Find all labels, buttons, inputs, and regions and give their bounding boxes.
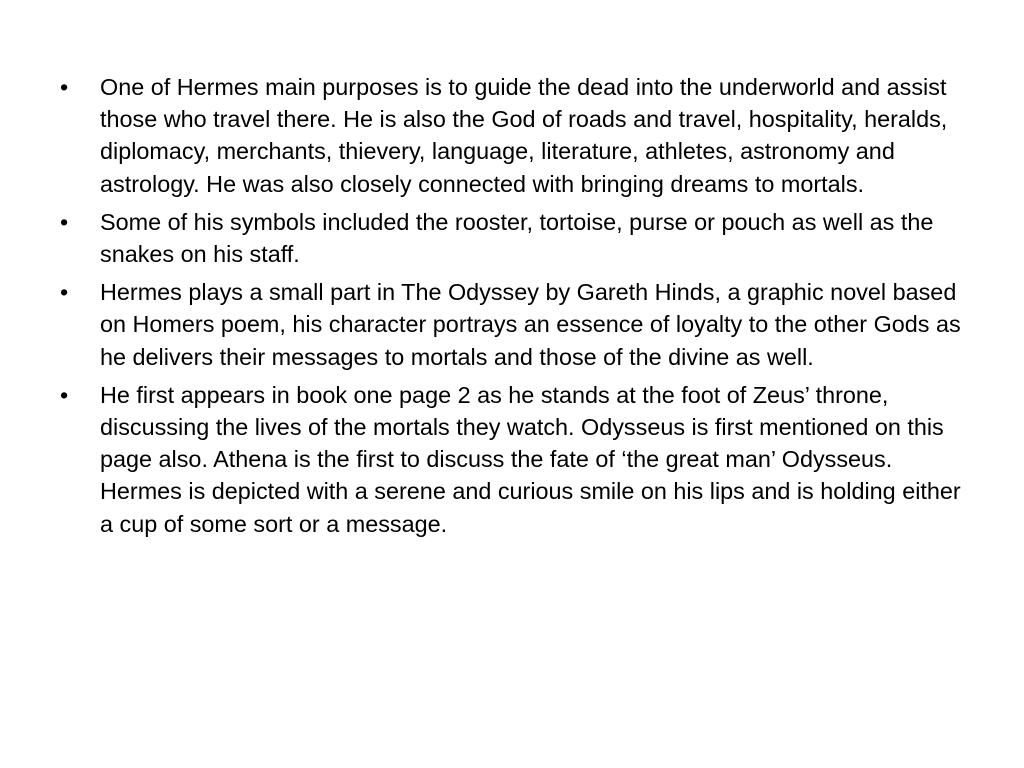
bullet-item <box>60 276 974 373</box>
bullet-list <box>60 71 974 540</box>
bullet-dot-icon: • <box>60 74 69 100</box>
bullet-item <box>60 71 974 200</box>
bullet-text: One of Hermes main purposes is to guide the dead into the underworld and assist those who travel there. He is also the God of roads and travel, hospitality, heralds, diplomacy, merchants, thievery, language, literature, athletes, astronomy and astrology. He was also closely connected with bringing dreams to mortals. <box>100 74 948 197</box>
bullet-text: Hermes plays a small part in The Odyssey by Gareth Hinds, a graphic novel based on Homers poem, his character portrays an essence of loyalty to the other Gods as he delivers their messages to mortals and those of the divine as well. <box>100 279 961 370</box>
bullet-dot-icon: • <box>60 279 69 306</box>
bullet-item <box>60 379 974 540</box>
bullet-dot-icon: • <box>60 381 69 408</box>
bullet-dot-icon: • <box>60 208 69 235</box>
bullet-text: Some of his symbols included the rooster, tortoise, purse or pouch as well as the snakes on his staff. <box>100 208 934 268</box>
bullet-item <box>60 206 974 270</box>
bullet-text: He first appears in book one page 2 as he stands at the foot of Zeus’ throne, discussing the lives of the mortals they watch. Odysseus is first mentioned on this page also. Athena is the first to discuss the fate of ‘the great man’ Odysseus. Hermes is depicted with a serene and curious smile on his lips and is holding either a cup of some sort or a message. <box>100 381 961 537</box>
